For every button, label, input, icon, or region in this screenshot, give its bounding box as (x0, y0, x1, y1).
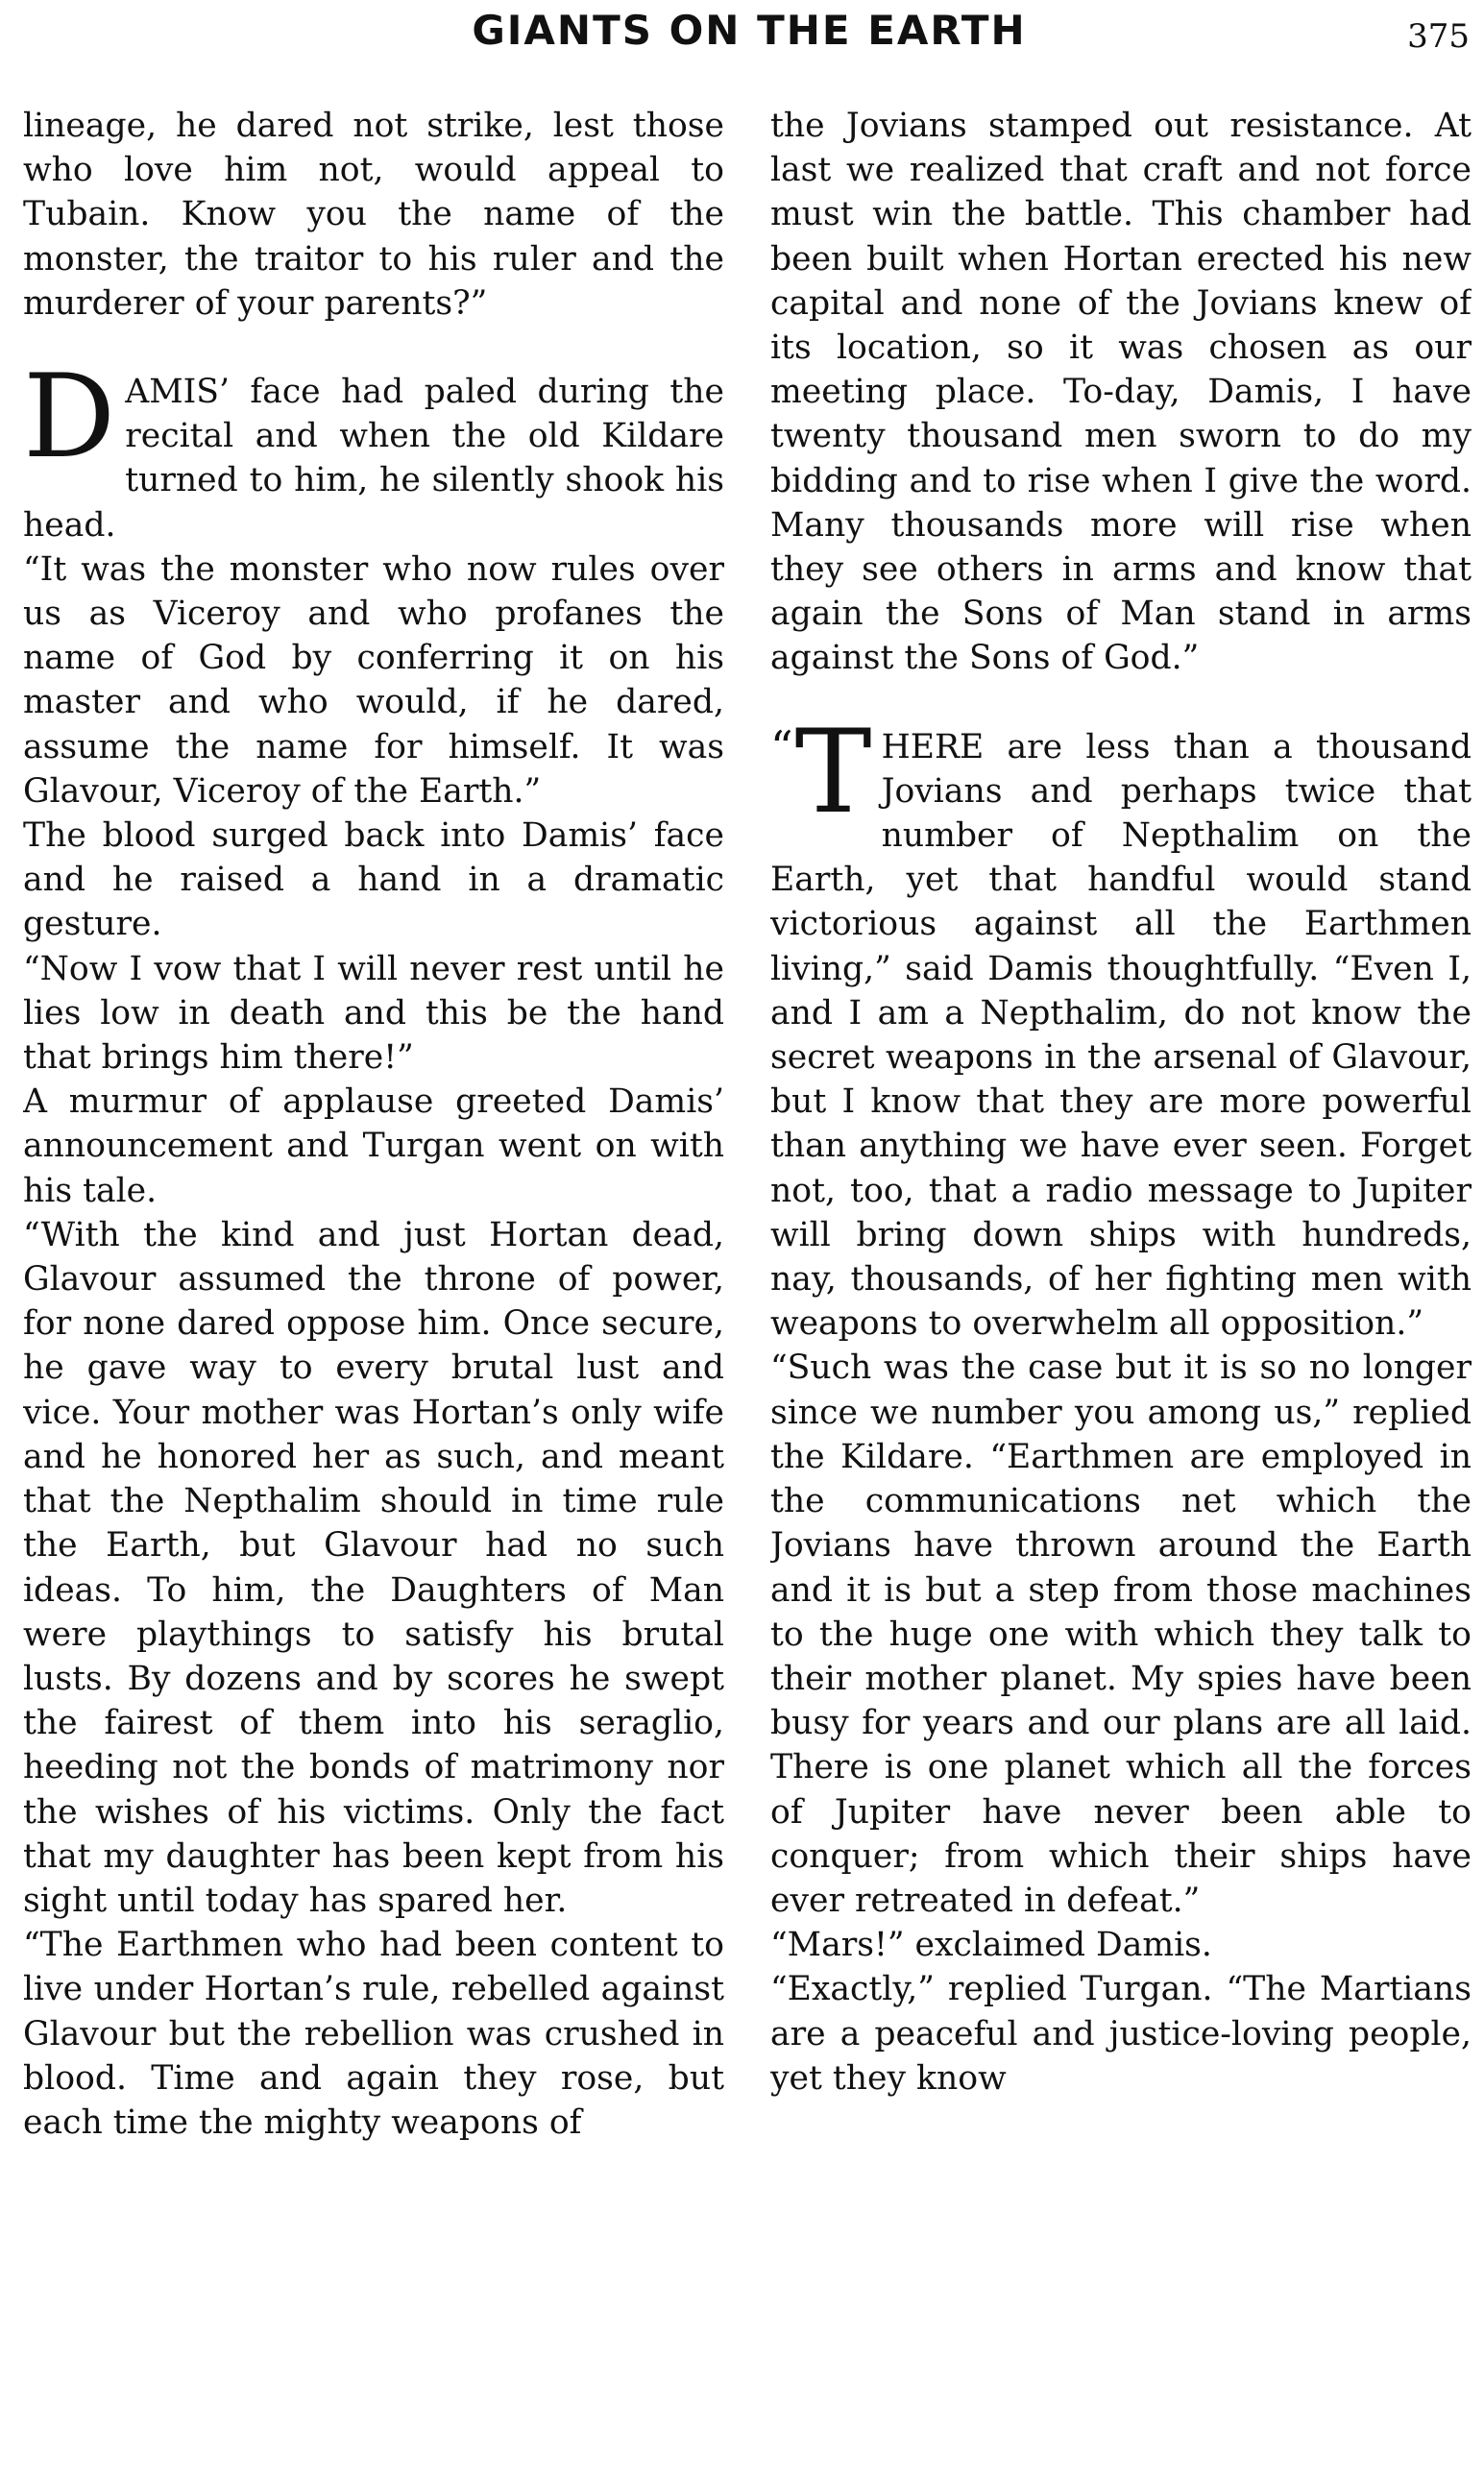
paragraph-text: HERE are less than a thousand Jovians and perhaps twice that number of Nepthalim on the Earth, yet that handful would stand victorious against all the Earthmen living,” said Damis thoughtfully. “Even I, and I am a Nepthalim, do not know the secret weapons in the arsenal of Glavour, but I know that they are more powerful than anything we have ever seen. Forget not, too, that a radio message to Jupiter will bring down ships with hundreds, nay, thousands, of her fighting men with weapons to overwhelm all opposition.” (770, 727, 1472, 1344)
right-column (770, 104, 1472, 2466)
drop-cap-letter: D (23, 351, 116, 485)
paragraph: “Such was the case but it is so no longer since we number you among us,” replied the Kildare. “Earthmen are employed in the communications net which the Jovians have thrown around the Earth and it is but a step from those machines to the huge one with which they talk to their mother planet. My spies have been busy for years and our plans are all laid. There is one planet which all the forces of Jupiter have never been able to conquer; from which their ships have ever retreated in defeat.” (770, 1348, 1472, 1920)
paragraph-dropcap (770, 705, 1472, 1347)
running-title: GIANTS ON THE EARTH (472, 7, 1027, 54)
paragraph: lineage, he dared not strike, lest those who love him not, would appeal to Tubain. Know you the name of the monster, the traitor to his ruler and the murderer of your parents?” (23, 107, 724, 323)
paragraph: A murmur of applause greeted Damis’ announcement and Turgan went on with his tale. (23, 1082, 724, 1210)
paragraph: “Now I vow that I will never rest until he lies low in death and this be the hand that brings him there!” (23, 949, 724, 1078)
page-number: 375 (1407, 17, 1470, 56)
drop-cap-letter: T (794, 705, 872, 839)
paragraph: “It was the monster who now rules over us as Viceroy and who profanes the name of God by conferring it on his master and who would, if he dared, assume the name for himself. It was Glavour, Viceroy of the Earth.” (23, 549, 724, 811)
paragraph: the Jovians stamped out resistance. At last we realized that craft and not force must win the battle. This chamber had been built when Hortan erected his new capital and none of the Jovians knew of its location, so it was chosen as our meeting place. To-day, Damis, I have twenty thousand men sworn to do my bidding and to rise when I give the word. Many thousands more will rise when they see others in arms and know that again the Sons of Man stand in arms against the Sons of God.” (770, 107, 1472, 678)
paragraph-dropcap (23, 351, 724, 547)
paragraph: “Mars!” exclaimed Damis. (770, 1926, 1212, 1965)
paragraph: The blood surged back into Damis’ face and he raised a hand in a dramatic gesture. (23, 816, 724, 944)
paragraph: “The Earthmen who had been content to live under Hortan’s rule, rebelled against Glavour but the rebellion was crushed in blood. Time and again they rose, but each time the mighty weapons of (23, 1926, 724, 2142)
paragraph: “With the kind and just Hortan dead, Glavour assumed the throne of power, for none dared oppose him. Once secure, he gave way to every brutal lust and vice. Your mother was Hortan’s only wife and he honored her as such, and meant that the Nepthalim should in time rule the Earth, but Glavour had no such ideas. To him, the Daughters of Man were playthings to satisfy his brutal lusts. By dozens and by scores he swept the fairest of them into his seraglio, heeding not the bonds of matrimony nor the wishes of his victims. Only the fact that my daughter has been kept from his sight until today has spared her. (23, 1215, 724, 1920)
page-header (0, 0, 1484, 75)
paragraph: “Exactly,” replied Turgan. “The Martians are a peaceful and justice-loving people, yet they know (770, 1970, 1472, 2098)
opening-quote-mark: “ (770, 720, 793, 773)
left-column (23, 104, 724, 2466)
paragraph-text: AMIS’ face had paled during the recital and when the old Kildare turned to him, he silently shook his head. (23, 373, 724, 545)
